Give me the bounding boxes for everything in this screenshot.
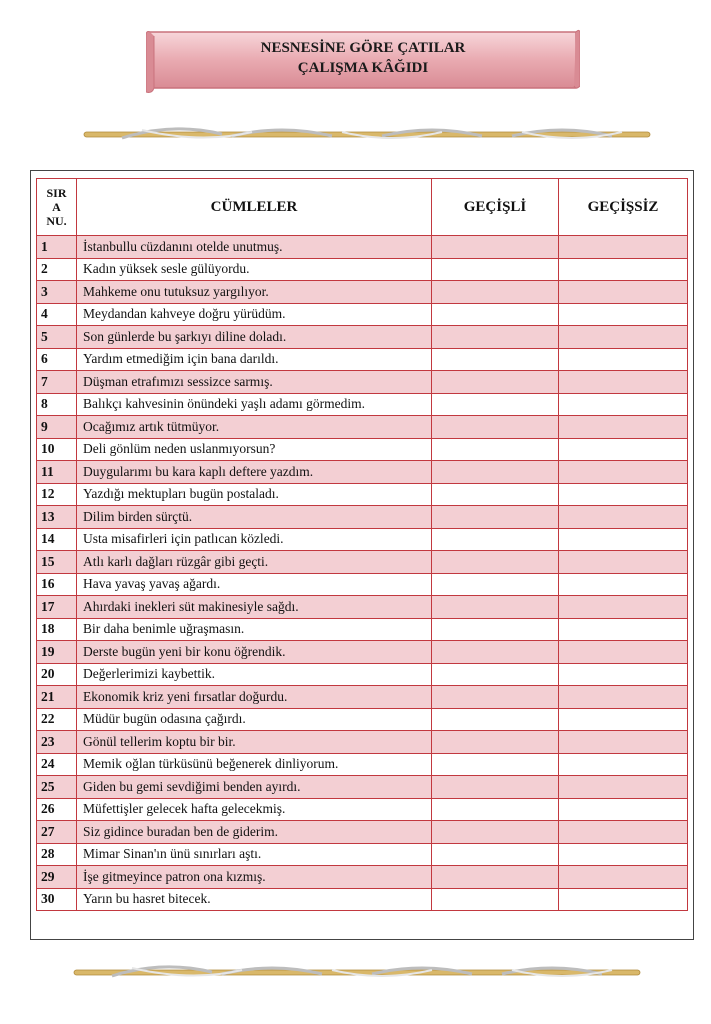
row-number: 13	[37, 506, 77, 529]
row-sentence: Mahkeme onu tutuksuz yargılıyor.	[77, 281, 432, 304]
row-number: 6	[37, 348, 77, 371]
title-banner	[146, 28, 580, 94]
table-row	[37, 348, 688, 371]
table-row	[37, 258, 688, 281]
transitive-answer-cell[interactable]	[432, 348, 559, 371]
intransitive-answer-cell[interactable]	[559, 461, 688, 484]
transitive-answer-cell[interactable]	[432, 596, 559, 619]
table-row	[37, 506, 688, 529]
table-row	[37, 753, 688, 776]
row-number: 30	[37, 888, 77, 911]
intransitive-answer-cell[interactable]	[559, 551, 688, 574]
transitive-answer-cell[interactable]	[432, 798, 559, 821]
table-row	[37, 708, 688, 731]
transitive-answer-cell[interactable]	[432, 303, 559, 326]
decorative-rope-top	[82, 124, 654, 146]
transitive-answer-cell[interactable]	[432, 371, 559, 394]
row-sentence: Kadın yüksek sesle gülüyordu.	[77, 258, 432, 281]
row-sentence: Derste bugün yeni bir konu öğrendik.	[77, 641, 432, 664]
row-number: 7	[37, 371, 77, 394]
intransitive-answer-cell[interactable]	[559, 348, 688, 371]
transitive-answer-cell[interactable]	[432, 326, 559, 349]
intransitive-answer-cell[interactable]	[559, 776, 688, 799]
intransitive-answer-cell[interactable]	[559, 618, 688, 641]
table-row	[37, 393, 688, 416]
intransitive-answer-cell[interactable]	[559, 528, 688, 551]
decorative-rope-bottom	[72, 962, 644, 984]
row-number: 18	[37, 618, 77, 641]
row-number: 22	[37, 708, 77, 731]
title-line-1: NESNESİNE GÖRE ÇATILAR	[260, 40, 466, 56]
intransitive-answer-cell[interactable]	[559, 686, 688, 709]
table-row	[37, 281, 688, 304]
row-number: 1	[37, 236, 77, 259]
row-sentence: İstanbullu cüzdanını otelde unutmuş.	[77, 236, 432, 259]
row-sentence: Usta misafirleri için patlıcan közledi.	[77, 528, 432, 551]
intransitive-answer-cell[interactable]	[559, 303, 688, 326]
row-number: 8	[37, 393, 77, 416]
intransitive-answer-cell[interactable]	[559, 393, 688, 416]
intransitive-answer-cell[interactable]	[559, 236, 688, 259]
table-row	[37, 528, 688, 551]
transitive-answer-cell[interactable]	[432, 573, 559, 596]
transitive-answer-cell[interactable]	[432, 461, 559, 484]
row-sentence: Meydandan kahveye doğru yürüdüm.	[77, 303, 432, 326]
intransitive-answer-cell[interactable]	[559, 483, 688, 506]
row-number: 16	[37, 573, 77, 596]
row-sentence: Memik oğlan türküsünü beğenerek dinliyorum.	[77, 753, 432, 776]
worksheet-table	[36, 178, 688, 911]
transitive-answer-cell[interactable]	[432, 686, 559, 709]
table-row	[37, 573, 688, 596]
table-row	[37, 798, 688, 821]
table-row	[37, 326, 688, 349]
row-number: 9	[37, 416, 77, 439]
transitive-answer-cell[interactable]	[432, 506, 559, 529]
row-sentence: Bir daha benimle uğraşmasın.	[77, 618, 432, 641]
row-number: 27	[37, 821, 77, 844]
table-row	[37, 618, 688, 641]
row-number: 10	[37, 438, 77, 461]
table-row	[37, 303, 688, 326]
row-sentence: Gönül tellerim koptu bir bir.	[77, 731, 432, 754]
table-row	[37, 866, 688, 889]
transitive-answer-cell[interactable]	[432, 528, 559, 551]
row-number: 29	[37, 866, 77, 889]
transitive-answer-cell[interactable]	[432, 641, 559, 664]
table-row	[37, 776, 688, 799]
transitive-answer-cell[interactable]	[432, 821, 559, 844]
transitive-answer-cell[interactable]	[432, 438, 559, 461]
row-number: 2	[37, 258, 77, 281]
transitive-answer-cell[interactable]	[432, 731, 559, 754]
header-sentences: CÜMLELER	[77, 179, 432, 236]
row-sentence: Müfettişler gelecek hafta gelecekmiş.	[77, 798, 432, 821]
row-sentence: Atlı karlı dağları rüzgâr gibi geçti.	[77, 551, 432, 574]
intransitive-answer-cell[interactable]	[559, 888, 688, 911]
transitive-answer-cell[interactable]	[432, 888, 559, 911]
header-transitive: GEÇİŞLİ	[432, 179, 559, 236]
row-number: 23	[37, 731, 77, 754]
transitive-answer-cell[interactable]	[432, 258, 559, 281]
row-sentence: Yardım etmediğim için bana darıldı.	[77, 348, 432, 371]
transitive-answer-cell[interactable]	[432, 483, 559, 506]
intransitive-answer-cell[interactable]	[559, 438, 688, 461]
title-line-2: ÇALIŞMA KÂĞIDI	[297, 60, 429, 76]
row-number: 21	[37, 686, 77, 709]
intransitive-answer-cell[interactable]	[559, 281, 688, 304]
intransitive-answer-cell[interactable]	[559, 708, 688, 731]
transitive-answer-cell[interactable]	[432, 281, 559, 304]
row-number: 20	[37, 663, 77, 686]
header-intransitive: GEÇİŞSİZ	[559, 179, 688, 236]
table-row	[37, 641, 688, 664]
row-number: 17	[37, 596, 77, 619]
table-row	[37, 596, 688, 619]
row-number: 15	[37, 551, 77, 574]
row-number: 19	[37, 641, 77, 664]
table-row	[37, 416, 688, 439]
row-sentence: Ocağımız artık tütmüyor.	[77, 416, 432, 439]
row-number: 14	[37, 528, 77, 551]
intransitive-answer-cell[interactable]	[559, 866, 688, 889]
row-sentence: Duygularımı bu kara kaplı deftere yazdım.	[77, 461, 432, 484]
intransitive-answer-cell[interactable]	[559, 663, 688, 686]
row-sentence: Deli gönlüm neden uslanmıyorsun?	[77, 438, 432, 461]
row-sentence: Mimar Sinan'ın ünü sınırları aştı.	[77, 843, 432, 866]
table-row	[37, 663, 688, 686]
transitive-answer-cell[interactable]	[432, 663, 559, 686]
intransitive-answer-cell[interactable]	[559, 753, 688, 776]
table-row	[37, 686, 688, 709]
transitive-answer-cell[interactable]	[432, 416, 559, 439]
transitive-answer-cell[interactable]	[432, 393, 559, 416]
transitive-answer-cell[interactable]	[432, 618, 559, 641]
intransitive-answer-cell[interactable]	[559, 731, 688, 754]
intransitive-answer-cell[interactable]	[559, 843, 688, 866]
row-number: 28	[37, 843, 77, 866]
row-sentence: Dilim birden sürçtü.	[77, 506, 432, 529]
row-sentence: İşe gitmeyince patron ona kızmış.	[77, 866, 432, 889]
row-sentence: Siz gidince buradan ben de giderim.	[77, 821, 432, 844]
intransitive-answer-cell[interactable]	[559, 416, 688, 439]
row-number: 4	[37, 303, 77, 326]
intransitive-answer-cell[interactable]	[559, 798, 688, 821]
row-sentence: Yarın bu hasret bitecek.	[77, 888, 432, 911]
row-sentence: Müdür bugün odasına çağırdı.	[77, 708, 432, 731]
row-sentence: Değerlerimizi kaybettik.	[77, 663, 432, 686]
row-sentence: Balıkçı kahvesinin önündeki yaşlı adamı görmedim.	[77, 393, 432, 416]
intransitive-answer-cell[interactable]	[559, 258, 688, 281]
table-row	[37, 888, 688, 911]
transitive-answer-cell[interactable]	[432, 866, 559, 889]
table-row	[37, 371, 688, 394]
row-sentence: Ekonomik kriz yeni fırsatlar doğurdu.	[77, 686, 432, 709]
intransitive-answer-cell[interactable]	[559, 506, 688, 529]
transitive-answer-cell[interactable]	[432, 708, 559, 731]
row-sentence: Ahırdaki inekleri süt makinesiyle sağdı.	[77, 596, 432, 619]
row-number: 11	[37, 461, 77, 484]
transitive-answer-cell[interactable]	[432, 551, 559, 574]
transitive-answer-cell[interactable]	[432, 776, 559, 799]
table-row	[37, 551, 688, 574]
row-sentence: Yazdığı mektupları bugün postaladı.	[77, 483, 432, 506]
row-number: 5	[37, 326, 77, 349]
intransitive-answer-cell[interactable]	[559, 371, 688, 394]
transitive-answer-cell[interactable]	[432, 753, 559, 776]
row-sentence: Son günlerde bu şarkıyı diline doladı.	[77, 326, 432, 349]
row-number: 24	[37, 753, 77, 776]
table-row	[37, 483, 688, 506]
row-number: 3	[37, 281, 77, 304]
row-number: 25	[37, 776, 77, 799]
intransitive-answer-cell[interactable]	[559, 821, 688, 844]
header-number: SIR A NU.	[37, 179, 77, 236]
intransitive-answer-cell[interactable]	[559, 573, 688, 596]
table-row	[37, 843, 688, 866]
transitive-answer-cell[interactable]	[432, 236, 559, 259]
row-sentence: Giden bu gemi sevdiğimi benden ayırdı.	[77, 776, 432, 799]
table-row	[37, 461, 688, 484]
intransitive-answer-cell[interactable]	[559, 326, 688, 349]
intransitive-answer-cell[interactable]	[559, 596, 688, 619]
table-row	[37, 236, 688, 259]
table-row	[37, 821, 688, 844]
table-row	[37, 731, 688, 754]
transitive-answer-cell[interactable]	[432, 843, 559, 866]
row-number: 12	[37, 483, 77, 506]
table-row	[37, 438, 688, 461]
row-sentence: Hava yavaş yavaş ağardı.	[77, 573, 432, 596]
intransitive-answer-cell[interactable]	[559, 641, 688, 664]
row-sentence: Düşman etrafımızı sessizce sarmış.	[77, 371, 432, 394]
row-number: 26	[37, 798, 77, 821]
